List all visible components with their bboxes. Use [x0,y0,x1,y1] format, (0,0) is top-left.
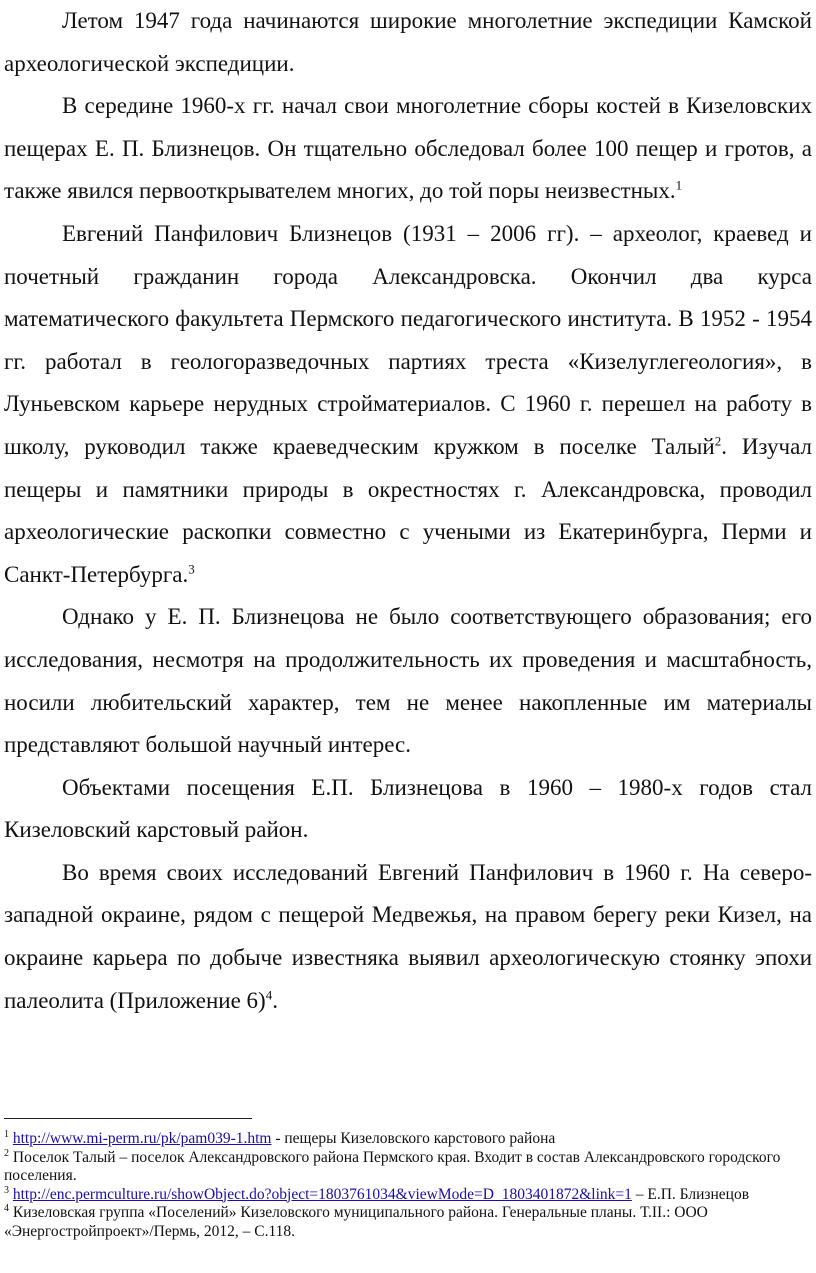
footnote-3 [4,1186,804,1205]
paragraph-1 [4,0,812,85]
footnote-3-mark: 3 [4,1184,9,1196]
footnote-3-text: – Е.П. Близнецов [631,1185,750,1203]
body-text [4,0,812,1022]
footnote-1-text: - пещеры Кизеловского карстового района [271,1130,556,1147]
footnote-ref-3[interactable]: 3 [188,561,195,577]
footnote-1-mark: 1 [4,1128,9,1140]
footnote-2-text: Поселок Талый – поселок Александровского района Пермского края. Входит в состав Александровского городского поселения. [4,1148,781,1184]
footnote-3-link[interactable]: http://enc.permculture.ru/showObject.do?object=1803761034&viewMode=D_1803401872&link=1 [12,1185,632,1203]
paragraph-3 [4,213,812,596]
paragraph-6-text: Во время своих исследований Евгений Панфилович в 1960 г. На северо-западной окраине, рядом с пещерой Медвежья, на правом берегу реки Кизел, на окраине карьера по добыче известняка выявил археологическую стоянку эпохи палеолита (Приложение 6) [4,859,812,1013]
paragraph-4-text: Однако у Е. П. Близнецова не было соответствующего образования; его исследования, несмотря на продолжительность их проведения и масштабность, носили любительский характер, тем не менее накопленные им материалы представляют большой научный интерес. [4,604,812,758]
footnote-2-mark: 2 [4,1147,9,1159]
paragraph-5-text: Объектами посещения Е.П. Близнецова в 1960 – 1980-х годов стал Кизеловский карстовый район. [4,774,812,843]
footnote-ref-2[interactable]: 2 [714,433,722,449]
paragraph-2 [4,85,812,213]
footnote-separator [4,1118,252,1119]
footnote-2 [4,1149,804,1186]
paragraph-5 [4,767,812,852]
paragraph-3-text-after: . Изучал пещеры и памятники природы в окрестностях г. Александровска, проводил археологические раскопки совместно с учеными из Екатеринбурга, Перми и Санкт-Петербурга. [4,433,812,587]
footnote-ref-1[interactable]: 1 [675,177,683,193]
paragraph-1-text: Летом 1947 года начинаются широкие многолетние экспедиции Камской археологической экспедиции. [4,8,812,76]
footnote-1-link[interactable]: http://www.mi-perm.ru/pk/pam039-1.htm [12,1130,272,1147]
paragraph-3-text-before: Евгений Панфилович Близнецов (1931 – 2006 гг). – археолог, краевед и почетный гражданин города Александровска. Окончил два курса математического факультета Пермского педагогического института. В 1952 - 1954 гг. работал в геологоразведочных партиях треста «Кизелуглегеология», в Луньевском карьере нерудных стройматериалов. С 1960 г. перешел на работу в школу, руководил также краеведческим кружком в поселке Талый [4,220,812,459]
paragraph-6-end: . [272,987,278,1013]
footnote-4 [4,1204,804,1241]
footnotes [4,1130,804,1241]
footnote-ref-4[interactable]: 4 [265,987,273,1002]
footnote-4-mark: 4 [4,1202,9,1214]
paragraph-6 [4,852,812,1022]
paragraph-2-text: В середине 1960-х гг. начал свои многолетние сборы костей в Кизеловских пещерах Е. П. Близнецов. Он тщательно обследовал более 100 пещер и гротов, а также явился первооткрывателем многих, до той поры неизвестных. [4,93,812,204]
footnote-4-text: Кизеловская группа «Поселений» Кизеловского муниципального района. Генеральные планы. Т.II.: ООО «Энергостройпроект»/Пермь, 2012, – С.118. [4,1204,708,1240]
footnote-1 [4,1130,804,1149]
paragraph-4 [4,596,812,766]
